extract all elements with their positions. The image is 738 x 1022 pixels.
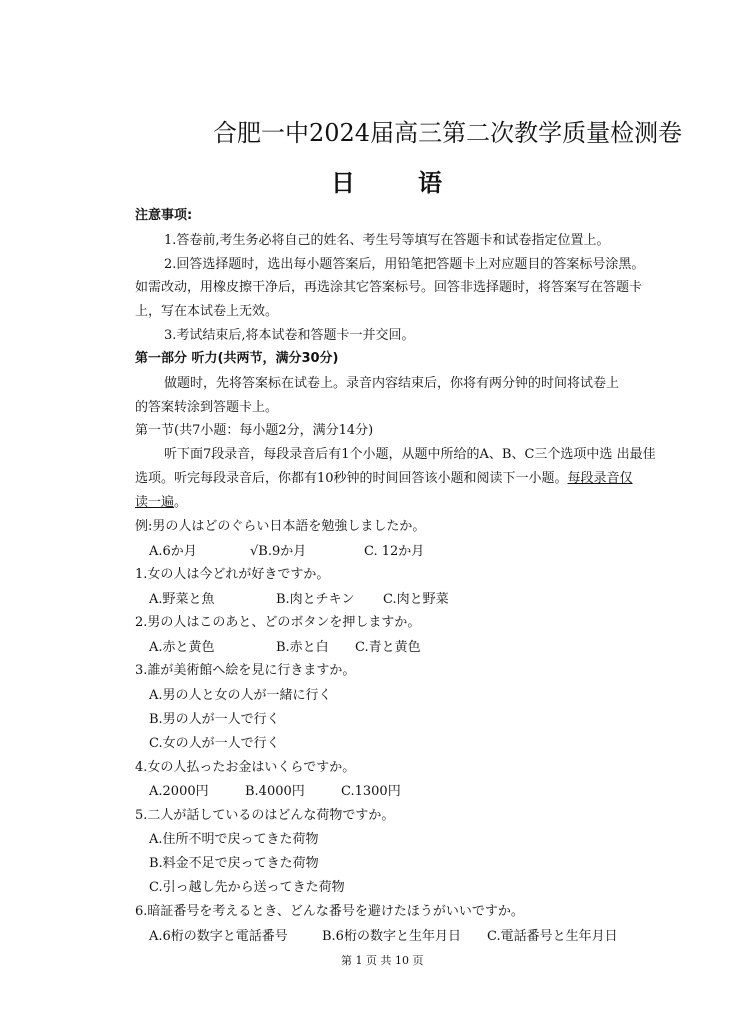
question-1: 1.女の人は今どれが好きですか。 (135, 567, 330, 582)
exam-title: 合肥一中2024届高三第二次教学质量检测卷 (213, 119, 683, 147)
question-5-option-b: B.料金不足で戻ってきた荷物 (149, 856, 319, 871)
question-2-option-c: C.青と黄色 (355, 640, 421, 655)
notice-item-2-line-2: 如需改动，用橡皮擦干净后，再选涂其它答案标号。回答非选择题时，将答案写在答题卡 (135, 280, 643, 295)
part1-intro-line-1: 做题时，先将答案标在试卷上。录音内容结束后，你将有两分钟的时间将试卷上 (164, 376, 620, 391)
question-3: 3.誰が美術館へ絵を見に行きますか。 (135, 663, 356, 678)
question-5-option-a: A.住所不明で戻ってきた荷物 (149, 832, 319, 847)
section1-instr-emphasis-2: 读一遍 (135, 495, 175, 510)
question-4: 4.女の人払ったお金はいくらですか。 (135, 760, 356, 775)
part1-heading: 第一部分 听力(共两节，满分30分) (135, 351, 339, 366)
question-2-option-b: B.赤と白 (276, 640, 329, 655)
question-1-option-a: A.野菜と魚 (149, 592, 215, 607)
question-4-option-b: B.4000円 (245, 784, 305, 799)
notice-heading: 注意事项: (135, 208, 193, 223)
notice-item-3: 3.考试结束后,将本试卷和答题卡一并交回。 (164, 328, 415, 343)
notice-item-2-line-1: 2.回答选择题时，选出每小题答案后，用铅笔把答题卡上对应题目的答案标号涂黑。 (164, 257, 645, 272)
question-3-option-a: A.男の人と女の人が一緒に行く (149, 688, 332, 703)
question-1-option-b: B.肉とチキン (276, 592, 355, 607)
question-6-option-a: A.6桁の数字と電話番号 (149, 929, 288, 944)
section1-instr-line-3 (135, 495, 187, 511)
section1-instr-line-2 (135, 471, 633, 487)
page-footer: 第 1 页 共 10 页 (341, 954, 424, 967)
question-5-option-c: C.引っ越し先から送ってきた荷物 (149, 880, 345, 895)
question-6-option-c: C.電話番号と生年月日 (487, 929, 618, 944)
subject-char-2: 语 (418, 169, 442, 197)
notice-item-1: 1.答卷前,考生务必将自己的姓名、考生号等填写在答题卡和试卷指定位置上。 (164, 233, 610, 248)
section1-instr-line-1: 听下面7段录音，每段录音后有1个小题，从题中所给的A、B、C三个选项中选 出最佳 (164, 447, 656, 462)
question-6: 6.暗証番号を考えるとき、どんな番号を避けたほうがいいですか。 (135, 904, 524, 919)
question-4-option-a: A.2000円 (149, 784, 209, 799)
question-2: 2.男の人はこのあと、どのボタンを押しますか。 (135, 615, 421, 630)
question-5: 5.二人が話しているのはどんな荷物ですか。 (135, 808, 395, 823)
example-option-b: √B.9か月 (250, 544, 307, 559)
question-3-option-c: C.女の人が一人で行く (149, 736, 280, 751)
question-4-option-c: C.1300円 (341, 784, 401, 799)
subject-char-1: 日 (331, 169, 355, 197)
question-3-option-b: B.男の人が一人で行く (149, 712, 280, 727)
section1-instr-emphasis: 每段录音仅 (567, 471, 633, 486)
example-option-a: A.6か月 (149, 544, 197, 559)
question-1-option-c: C.肉と野菜 (383, 592, 449, 607)
question-2-option-a: A.赤と黄色 (149, 640, 215, 655)
section1-instr-line-2-text: 选项。听完每段录音后，你都有10秒钟的时间回答该小题和阅读下一小题。 (135, 471, 568, 486)
part1-intro-line-2: 的答案转涂到答题卡上。 (135, 400, 279, 415)
example-question: 例:男の人はどのぐらい日本語を勉強しましたか。 (135, 519, 426, 534)
question-6-option-b: B.6桁の数字と生年月日 (322, 929, 461, 944)
example-option-c: C. 12か月 (364, 544, 425, 559)
section1-heading: 第一节(共7小题：每小题2分，满分14分) (135, 423, 374, 438)
section1-instr-end: 。 (174, 495, 188, 510)
notice-item-2-line-3: 上，写在本试卷上无效。 (135, 304, 279, 319)
